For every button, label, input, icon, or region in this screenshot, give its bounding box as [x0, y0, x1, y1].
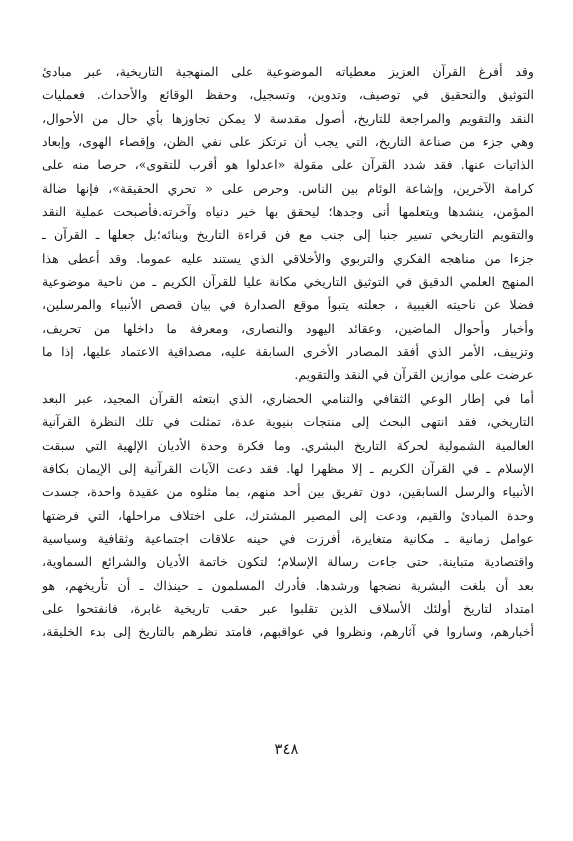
- text-line: امتداد لتاريخ أولئك الأسلاف الذين تقلبوا عبر حقب تاريخية غابرة، فانفتحوا على: [42, 600, 534, 616]
- text-line: فضلا عن ناحيته الغيبية ، جعلته يتبوأ موقع الصدارة في بيان قصص الأنبياء والمرسلين،: [42, 297, 534, 313]
- text-line: واقتصادية متباينة. حتى جاءت رسالة الإسلام؛ لتكون خاتمة الأديان والشرائع السماوية،: [42, 554, 534, 570]
- text-line: جزءا من مناهجه الفكري والتربوي والأخلاقي الذي يستند عليه عموما. وقد أعطى هذا: [42, 250, 534, 266]
- text-line: كرامة الآخرين، وإشاعة الوئام بين الناس. وحرص على « تحري الحقيقة»، فإنها ضالة: [42, 180, 534, 196]
- text-line: عرضت على موازين القرآن في النقد والتقويم.: [294, 367, 534, 383]
- text-line: النقد والتقويم والمراجعة للتاريخ، أصول مقدسة لا يمكن تجاوزها بأي حال من الأحوال،: [42, 110, 534, 126]
- text-line: التاريخي، فقد انتهى البحث إلى منتجات بنيوية عدة، تمثلت في تلك النظرة القرآنية: [42, 414, 534, 430]
- text-line: وتزييف، الأمر الذي أفقد المصادر الأخرى السابقة عليه، مصداقية الاعتماد عليها، إذا ما: [42, 344, 534, 360]
- text-line: الأنبياء والرسل السابقين، دون تفريق بين أحد منهم، بما مثلوه من عقيدة واحدة، جسدت: [42, 484, 534, 500]
- text-line: وأخبار وأحوال الماضين، وعقائد اليهود والنصارى، ومعرفة ما داخلها من تحريف،: [42, 320, 534, 336]
- page-body: [42, 60, 534, 644]
- text-line: المؤمن، ينشدها ويتعلمها أنى وجدها؛ ليحقق بها خير دنياه وآخرته.فأصبحت عملية النقد: [42, 204, 534, 220]
- page-number: ٣٤٨: [274, 740, 299, 758]
- text-line: وحدة المبادئ والقيم، ودعت إلى المصير المشترك، على اختلاف مراحلها، التي فرضتها: [42, 507, 534, 523]
- text-line: والتقويم التاريخي تسير جنبا إلى جنب مع فن قراءة التاريخ وبنائه؛بل جعلها ـ القرآن ـ: [42, 227, 534, 243]
- text-line: وهي جزء من صناعة التاريخ، التي يجب أن ترتكز على نفي الظن، وإقصاء الهوى، وإبعاد: [42, 134, 534, 150]
- text-line: الذاتيات عنها. فقد شدد القرآن على مقولة «اعدلوا هو أقرب للتقوى»، حرصا منه على: [42, 157, 534, 173]
- text-line: وقد أفرغ القرآن العزيز معطياته الموضوعية على المنهجية التاريخية، عبر مبادئ: [42, 64, 534, 79]
- text-line: التوثيق والتحقيق في توصيف، وتدوين، وتسجيل، وحفظ الوقائع والأحداث. فعمليات: [42, 87, 534, 103]
- paragraph-1: [42, 60, 534, 387]
- text-line: عوامل زمانية ـ مكانية متغايرة، أفرزت في حينه علاقات اجتماعية وثقافية وسياسية: [42, 530, 534, 546]
- text-line: أما في إطار الوعي الثقافي والتنامي الحضاري، الذي ابتعثه القرآن المجيد، عبر البعد: [42, 390, 534, 406]
- text-line: بعد أن بلغت البشرية نضجها ورشدها. فأدرك المسلمون ـ حينذاك ـ أن تأريخهم، هو: [42, 577, 534, 593]
- text-line: العالمية الشمولية لحركة التاريخ البشري. وما فكرة وحدة الأديان الإلهية التي سبقت: [42, 437, 534, 453]
- text-line: الإسلام ـ في القرآن الكريم ـ إلا مظهرا لها. فقد دعت الآيات القرآنية إلى الإيمان بكافة: [42, 460, 534, 476]
- text-line: المنهج العلمي الدقيق في التوثيق التاريخي مكانة عليا للقرآن الكريم ـ من ناحية موضوعية: [42, 274, 534, 290]
- paragraph-2: [42, 387, 534, 644]
- text-line: أخبارهم، وساروا في آثارهم، ونظروا في عواقبهم، فامتد نظرهم بالتاريخ إلى بدء الخليقة،: [42, 624, 534, 640]
